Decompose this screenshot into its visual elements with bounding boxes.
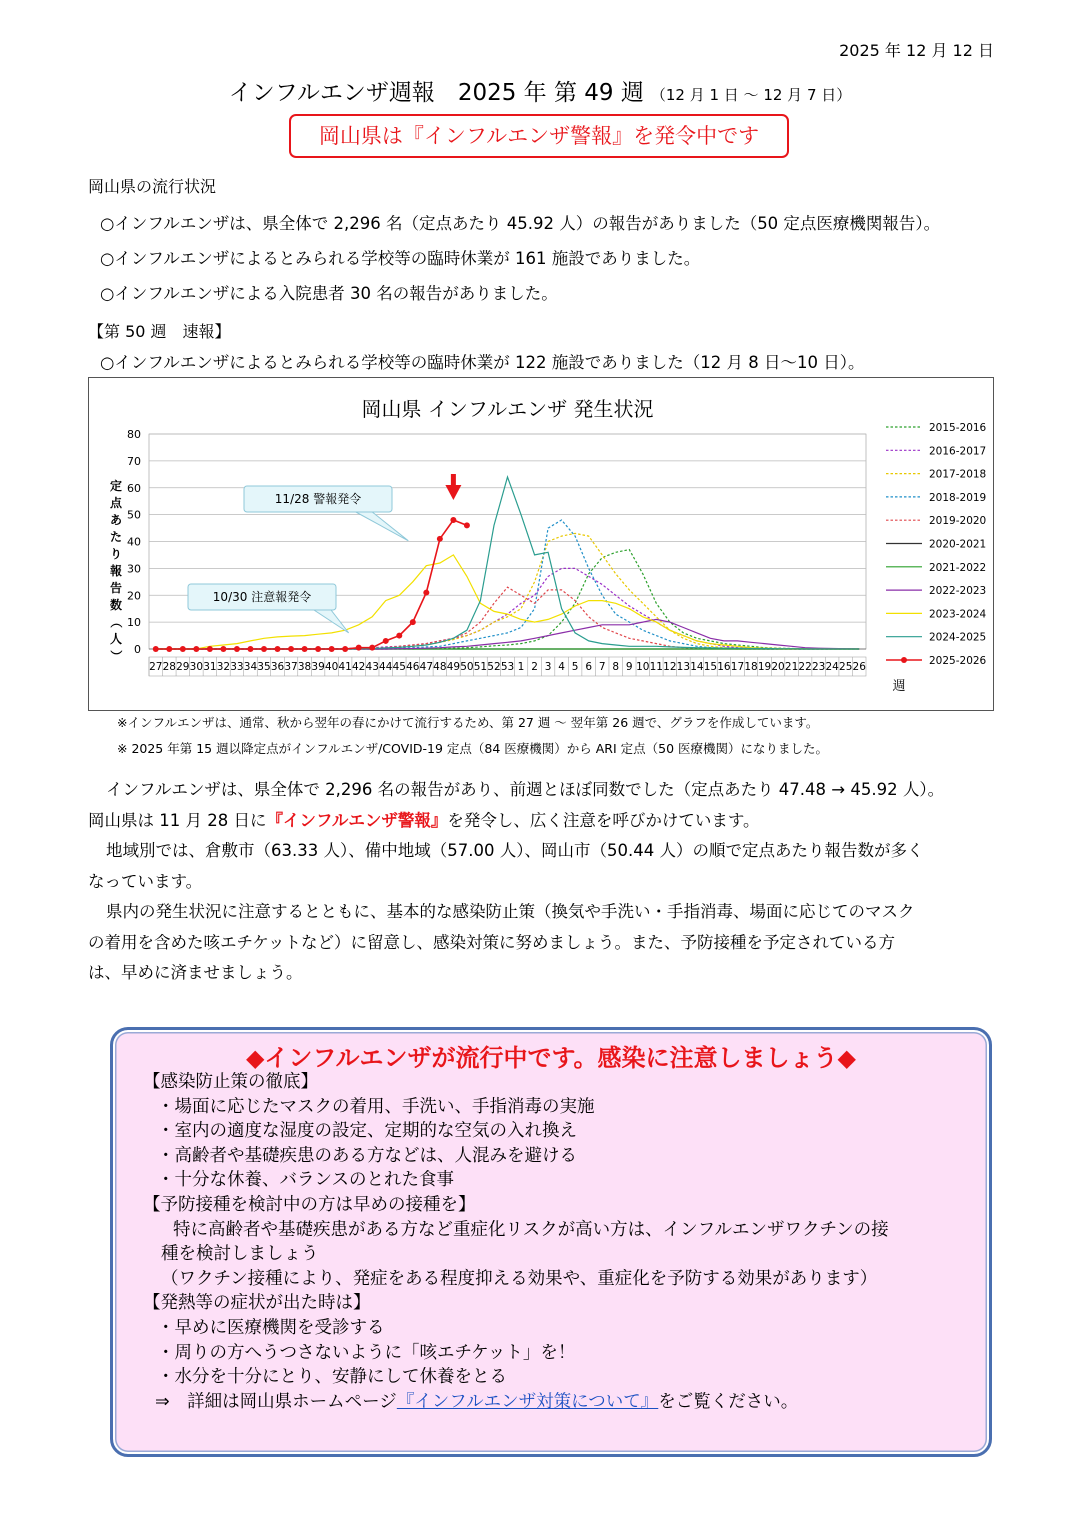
notice-link-line	[143, 1390, 889, 1415]
callout-text: 11/28 警報発令	[274, 492, 362, 506]
y-axis-label-char: あ	[109, 513, 123, 527]
data-point	[383, 638, 389, 644]
x-tick-label: 3	[544, 661, 552, 673]
x-tick-label: 48	[433, 661, 447, 673]
status-heading: 岡山県の流行状況	[88, 177, 217, 196]
x-tick-label: 5	[571, 661, 579, 673]
legend-entry: 2020-2021	[929, 538, 987, 551]
report-date: 2025 年 12 月 12 日	[839, 41, 994, 60]
p2-before: 岡山県は 11 月 28 日に	[88, 810, 267, 830]
notice-item: ・場面に応じたマスクの着用、手洗い、手指消毒の実施	[157, 1096, 595, 1117]
link-suffix: をご覧ください。	[658, 1391, 799, 1412]
x-tick-label: 19	[757, 661, 772, 673]
x-tick-label: 2	[531, 661, 538, 673]
chart-title: 岡山県 インフルエンザ 発生状況	[361, 397, 654, 421]
y-tick-label: 0	[134, 643, 141, 656]
x-tick-label: 51	[473, 661, 488, 673]
x-tick-label: 14	[690, 661, 704, 673]
data-point	[302, 646, 308, 652]
x-tick-label: 15	[703, 661, 718, 673]
x-tick-label: 27	[149, 661, 163, 673]
data-point	[153, 646, 159, 652]
x-tick-label: 11	[649, 661, 663, 673]
y-tick-label: 60	[127, 481, 141, 495]
status-item: ○インフルエンザは、県全体で 2,296 名（定点あたり 45.92 人）の報告がありました（50 定点医療機関報告）。	[100, 214, 941, 233]
legend-entry: 2023-2024	[929, 608, 987, 621]
arrow-shaft	[451, 474, 456, 486]
paragraph: なっています。	[88, 871, 203, 891]
chart-frame	[88, 377, 994, 711]
y-tick-label: 50	[127, 508, 141, 522]
x-tick-label: 7	[598, 661, 606, 673]
y-axis-label-char: 点	[109, 496, 123, 510]
paragraph: 地域別では、倉敷市（63.33 人）、備中地域（57.00 人）、岡山市（50.44 人）の順で定点あたり報告数が多く	[106, 841, 924, 860]
paragraph: インフルエンザは、県全体で 2,296 名の報告があり、前週とほぼ同数でした（定点あたり 47.48 → 45.92 人）。	[106, 780, 945, 799]
x-tick-label: 42	[352, 661, 366, 673]
notice-text: 種を検討しましょう	[161, 1244, 319, 1265]
x-tick-label: 34	[243, 661, 258, 673]
paragraph	[88, 806, 1008, 837]
x-tick-label: 44	[379, 661, 393, 673]
x-tick-label: 26	[852, 661, 866, 673]
legend-entry: 2017-2018	[929, 468, 987, 481]
legend-entry: 2016-2017	[929, 445, 987, 458]
body-text	[88, 775, 1008, 989]
data-point	[342, 646, 348, 652]
x-tick-label: 37	[284, 661, 298, 673]
data-point	[437, 536, 443, 542]
notice-heading: ◆インフルエンザが流行中です。感染に注意しましょう◆	[245, 1044, 857, 1072]
warning-highlight: 『インフルエンザ警報』	[266, 810, 448, 830]
report-title	[0, 74, 1080, 107]
notice-box	[110, 1027, 992, 1457]
y-axis-label-char: 告	[109, 581, 123, 595]
data-point	[450, 517, 456, 523]
notice-item: ・早めに医療機関を受診する	[157, 1317, 385, 1338]
data-point	[220, 646, 226, 652]
p2-after: を発令し、広く注意を呼びかけています。	[447, 810, 760, 830]
notice-item: ・十分な休養、バランスのとれた食事	[157, 1170, 454, 1191]
x-tick-label: 20	[771, 661, 785, 673]
y-axis-label-char: た	[109, 530, 123, 544]
y-axis-label-char: 人	[109, 632, 123, 646]
notice-section-heading: 【予防接種を検討中の方は早めの接種を】	[143, 1194, 476, 1215]
x-tick-label: 22	[798, 661, 812, 673]
status-item: ○インフルエンザによるとみられる学校等の臨時休業が 161 施設でありました。	[100, 249, 701, 268]
x-tick-label: 4	[558, 661, 565, 673]
data-point	[464, 522, 470, 528]
paragraph: は、早めに済ませましょう。	[88, 963, 303, 982]
y-axis-label-char: ）	[109, 649, 123, 663]
data-point	[261, 646, 267, 652]
x-tick-label: 39	[311, 661, 325, 673]
x-tick-label: 1	[517, 661, 525, 673]
x-tick-label: 43	[365, 661, 379, 673]
x-tick-label: 12	[663, 661, 677, 673]
x-tick-label: 53	[500, 661, 515, 673]
x-tick-label: 50	[460, 661, 474, 673]
x-tick-label: 30	[189, 661, 204, 673]
data-point	[369, 645, 375, 651]
x-tick-label: 25	[839, 661, 853, 673]
x-tick-label: 33	[230, 661, 244, 673]
notice-item: ・室内の適度な湿度の設定、定期的な空気の入れ換え	[157, 1121, 577, 1142]
y-tick-label: 20	[127, 589, 141, 603]
data-point	[166, 646, 172, 652]
y-axis-label-char: り	[109, 547, 123, 561]
legend-entry: 2025-2026	[929, 655, 987, 667]
y-axis-label-char: 数	[109, 598, 123, 612]
y-tick-label: 10	[127, 616, 141, 630]
x-tick-label: 23	[811, 661, 826, 673]
y-axis-label-char: 報	[109, 564, 123, 578]
x-tick-label: 52	[487, 661, 501, 673]
x-tick-label: 46	[406, 661, 420, 673]
legend-entry: 2022-2023	[929, 585, 987, 598]
notice-text: （ワクチン接種により、発症をある程度抑える効果や、重症化を予防する効果があります）	[161, 1268, 878, 1289]
data-point	[193, 646, 199, 652]
paragraph: 県内の発生状況に注意するとともに、基本的な感染防止策（換気や手洗い・手指消毒、場面に応じてのマスク	[106, 902, 915, 921]
notice-text: 特に高齢者や基礎疾患がある方など重症化リスクが高い方は、インフルエンザワクチンの接	[173, 1219, 889, 1240]
y-tick-label: 30	[127, 562, 141, 576]
legend-entry: 2018-2019	[929, 491, 987, 504]
x-tick-label: 47	[419, 661, 434, 673]
x-tick-label: 18	[744, 661, 758, 673]
flash-heading: 【第 50 週 速報】	[88, 322, 231, 341]
chart-note: ※インフルエンザは、通常、秋から翌年の春にかけて流行するため、第 27 週 ～ 翌年第 26 週で、グラフを作成しています。	[117, 715, 819, 730]
data-point	[275, 646, 281, 652]
x-tick-label: 35	[257, 661, 271, 673]
legend-entry: 2021-2022	[929, 561, 987, 574]
paragraph: の着用を含めた咳エチケットなど）に留意し、感染対策に努めましょう。また、予防接種を予定されている方	[88, 932, 896, 952]
influenza-measures-link[interactable]: 『インフルエンザ対策について』	[396, 1391, 659, 1412]
x-tick-label: 29	[176, 661, 190, 673]
x-tick-label: 36	[270, 661, 285, 673]
callout-text: 10/30 注意報発令	[212, 590, 312, 604]
data-point	[288, 646, 294, 652]
x-tick-label: 49	[446, 661, 461, 673]
y-tick-label: 70	[127, 454, 141, 468]
x-tick-label: 40	[324, 661, 339, 673]
legend-entry: 2024-2025	[929, 631, 987, 644]
x-axis-label: 週	[892, 679, 906, 694]
callout-pointer	[314, 610, 349, 633]
x-tick-label: 6	[585, 661, 593, 673]
notice-lines	[143, 1070, 889, 1414]
data-point	[396, 633, 402, 639]
x-tick-label: 17	[730, 661, 745, 673]
legend-entry: 2015-2016	[929, 422, 987, 434]
x-tick-label: 28	[162, 661, 176, 673]
chart-note: ※ 2025 年第 15 週以降定点がインフルエンザ/COVID-19 定点（84 医療機関）から ARI 定点（50 医療機関）になりました。	[117, 741, 829, 756]
notice-item: ・水分を十分にとり、安静にして休養をとる	[157, 1367, 507, 1388]
notice-section-heading: 【感染防止策の徹底】	[143, 1072, 318, 1092]
data-point	[356, 645, 362, 651]
status-item: ○インフルエンザによる入院患者 30 名の報告がありました。	[100, 284, 558, 303]
x-tick-label: 16	[717, 661, 731, 673]
influenza-chart	[89, 378, 993, 710]
x-tick-label: 8	[612, 661, 620, 673]
down-arrow-icon	[445, 485, 461, 500]
x-tick-label: 10	[636, 661, 650, 673]
alert-banner: 岡山県は『インフルエンザ警報』を発令中です	[289, 114, 789, 158]
data-point	[423, 590, 429, 596]
x-tick-label: 24	[825, 661, 839, 673]
flash-item: ○インフルエンザによるとみられる学校等の臨時休業が 122 施設でありました（12 月 8 日～10 日）。	[100, 353, 865, 372]
data-point	[234, 646, 240, 652]
title-main: インフルエンザ週報 2025 年 第 49 週	[228, 80, 644, 106]
notice-item: ・高齢者や基礎疾患のある方などは、人混みを避ける	[157, 1145, 577, 1166]
y-axis-label-char: 定	[109, 479, 123, 493]
x-tick-label: 9	[625, 661, 633, 673]
title-range: （12 月 1 日 ～ 12 月 7 日）	[650, 86, 852, 104]
x-tick-label: 32	[216, 661, 231, 673]
legend-marker	[901, 657, 907, 663]
data-point	[180, 646, 186, 652]
y-tick-label: 80	[127, 428, 141, 441]
link-prefix: ⇒ 詳細は岡山県ホームページ	[155, 1391, 397, 1412]
x-tick-label: 13	[676, 661, 691, 673]
data-point	[329, 646, 335, 652]
x-tick-label: 31	[203, 661, 217, 673]
y-axis-label-char: （	[109, 615, 123, 629]
notice-item: ・周りの方へうつさないように「咳エチケット」を！	[157, 1342, 576, 1363]
legend-entry: 2019-2020	[929, 515, 987, 528]
data-point	[410, 619, 416, 625]
data-point	[207, 646, 213, 652]
x-tick-label: 21	[784, 661, 799, 673]
y-tick-label: 40	[127, 535, 141, 549]
data-point	[315, 646, 321, 652]
x-tick-label: 45	[392, 661, 406, 673]
x-tick-label: 41	[338, 661, 352, 673]
notice-section-heading: 【発熱等の症状が出た時は】	[143, 1293, 371, 1314]
x-tick-label: 38	[297, 661, 312, 673]
data-point	[247, 646, 253, 652]
callout-pointer	[354, 511, 408, 541]
